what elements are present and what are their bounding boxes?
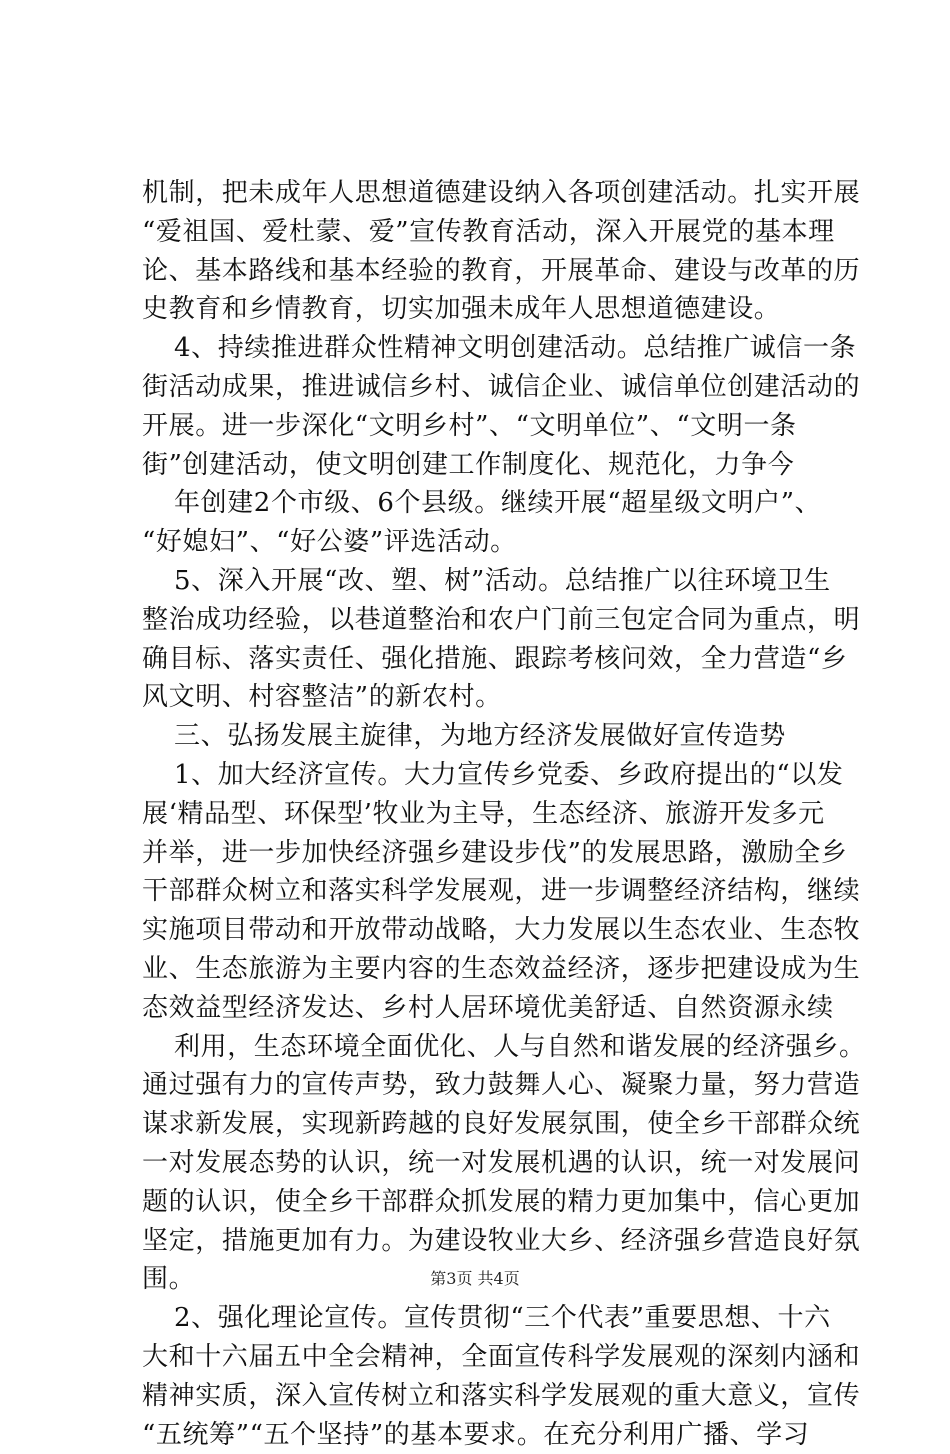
text-line: 精神实质，深入宣传树立和落实科学发展观的重大意义，宣传 xyxy=(142,1377,862,1416)
text-line: 论、基本路线和基本经验的教育，开展革命、建设与改革的历 xyxy=(142,252,862,291)
text-line: 谋求新发展，实现新跨越的良好发展氛围，使全乡干部群众统 xyxy=(142,1105,862,1144)
text-line: 大和十六届五中全会精神，全面宣传科学发展观的深刻内涵和 xyxy=(142,1338,862,1377)
text-line: 开展。进一步深化“文明乡村”、“文明单位”、“文明一条 xyxy=(142,407,862,446)
text-line: 机制，把未成年人思想道德建设纳入各项创建活动。扎实开展 xyxy=(142,174,862,213)
text-line: 通过强有力的宣传声势，致力鼓舞人心、凝聚力量，努力营造 xyxy=(142,1066,862,1105)
text-line: 街活动成果，推进诚信乡村、诚信企业、诚信单位创建活动的 xyxy=(142,368,862,407)
text-line: 围。 xyxy=(142,1260,862,1299)
text-line: 坚定，措施更加有力。为建设牧业大乡、经济强乡营造良好氛 xyxy=(142,1222,862,1261)
text-line: 史教育和乡情教育，切实加强未成年人思想道德建设。 xyxy=(142,290,862,329)
text-line: 一对发展态势的认识，统一对发展机遇的认识，统一对发展问 xyxy=(142,1144,862,1183)
text-line: “五统筹”“五个坚持”的基本要求。在充分利用广播、学习 xyxy=(142,1416,862,1454)
text-line: 1、加大经济宣传。大力宣传乡党委、乡政府提出的“以发 xyxy=(142,756,862,795)
text-line: 题的认识，使全乡干部群众抓发展的精力更加集中，信心更加 xyxy=(142,1183,862,1222)
text-line: 利用，生态环境全面优化、人与自然和谐发展的经济强乡。 xyxy=(142,1028,862,1067)
text-line: 4、持续推进群众性精神文明创建活动。总结推广诚信一条 xyxy=(142,329,862,368)
text-line: 态效益型经济发达、乡村人居环境优美舒适、自然资源永续 xyxy=(142,989,862,1028)
text-line: 干部群众树立和落实科学发展观，进一步调整经济结构，继续 xyxy=(142,872,862,911)
text-line: 实施项目带动和开放带动战略，大力发展以生态农业、生态牧 xyxy=(142,911,862,950)
text-line: 街”创建活动，使文明创建工作制度化、规范化，力争今 xyxy=(142,446,862,485)
text-line: 2、强化理论宣传。宣传贯彻“三个代表”重要思想、十六 xyxy=(142,1299,862,1338)
text-line: 三、弘扬发展主旋律，为地方经济发展做好宣传造势 xyxy=(142,717,862,756)
text-line: 整治成功经验，以巷道整治和农户门前三包定合同为重点，明 xyxy=(142,601,862,640)
text-line: 确目标、落实责任、强化措施、跟踪考核问效，全力营造“乡 xyxy=(142,640,862,679)
text-line: “爱祖国、爱杜蒙、爱”宣传教育活动，深入开展党的基本理 xyxy=(142,213,862,252)
text-line: 展‘精品型、环保型’牧业为主导，生态经济、旅游开发多元 xyxy=(142,795,862,834)
document-body xyxy=(142,174,862,1454)
text-line: “好媳妇”、“好公婆”评选活动。 xyxy=(142,523,862,562)
text-line: 5、深入开展“改、塑、树”活动。总结推广以往环境卫生 xyxy=(142,562,862,601)
text-line: 并举，进一步加快经济强乡建设步伐”的发展思路，激励全乡 xyxy=(142,834,862,873)
text-line: 年创建2个市级、6个县级。继续开展“超星级文明户”、 xyxy=(142,484,862,523)
text-line: 风文明、村容整洁”的新农村。 xyxy=(142,678,862,717)
text-line: 业、生态旅游为主要内容的生态效益经济，逐步把建设成为生 xyxy=(142,950,862,989)
page-footer: 第3页 共4页 xyxy=(0,1266,950,1289)
